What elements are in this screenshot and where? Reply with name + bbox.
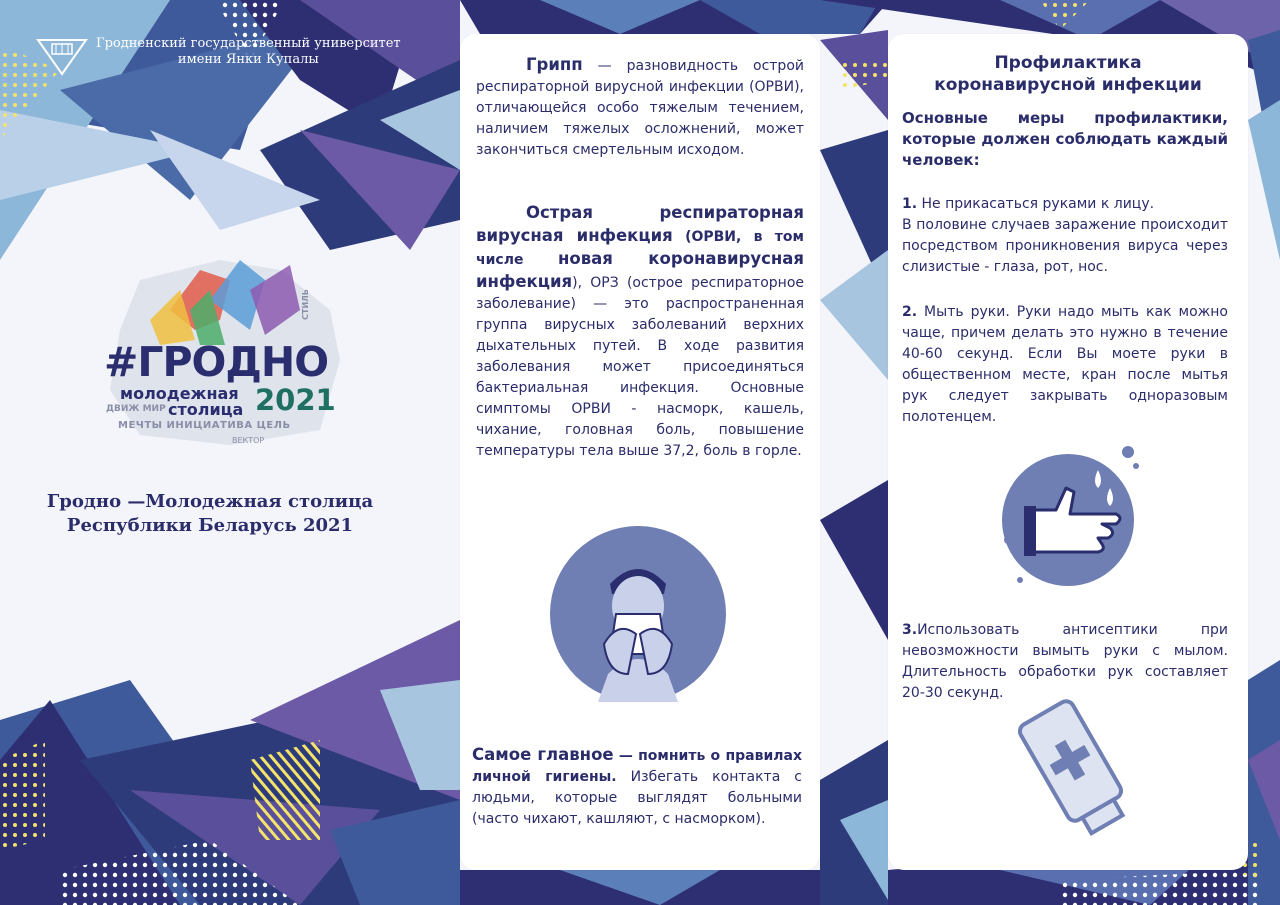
word-cloud-item: МИР — [142, 404, 166, 414]
emblem-hashtag: #ГРОДНО — [104, 338, 329, 386]
prevention-intro: Основные меры профилактики, которые должен соблюдать каждый человек: — [902, 109, 1228, 169]
word-cloud-item: ВЕКТОР — [232, 436, 265, 445]
university-logo-icon — [36, 36, 88, 76]
left-caption-line1: Гродно —Молодежная столица — [46, 491, 374, 512]
emblem-word-cloud-4 — [301, 289, 310, 320]
emblem-subtitle1: молодежная — [120, 384, 239, 403]
prevention-item-1 — [902, 194, 1228, 278]
antiseptic-tube-icon — [1018, 694, 1138, 854]
emblem-subtitle2: столица — [168, 400, 244, 419]
word-cloud-item: МЕЧТЫ — [118, 420, 163, 431]
middle-panel — [460, 34, 820, 870]
flu-text: — разновидность острой респираторной вирусной инфекции (ОРВИ), отличающейся особо тяжелым течением, наличием тяжелых осложнений, может закончиться смертельным исходом. — [476, 58, 804, 158]
item1-number: 1. — [902, 196, 918, 212]
word-cloud-item: ИНИЦИАТИВА — [166, 420, 253, 431]
item2-number: 2. — [902, 304, 918, 320]
arvi-term2: новая коронавирусная инфекция — [476, 249, 804, 291]
main-part1: — помнить о — [613, 748, 726, 764]
main-part2: Избегать контакта с людьми, которые выглядят больными (часто чихают, кашляют, с насморком). — [472, 769, 802, 827]
university-header — [36, 36, 401, 76]
main-term: Самое главное — [472, 745, 614, 764]
item1-more: В половине случаев заражение происходит посредством проникновения вируса через слизистые - глаза, рот, нос. — [902, 217, 1228, 275]
item1-text: Не прикасаться руками к лицу. — [917, 196, 1155, 212]
university-name-line2: имени Янки Купалы — [177, 52, 319, 67]
item2-text: Мыть руки. Руки надо мыть как можно чаще, причем делать это нужно в течение 40-60 секунд. Если Вы моете руки в общественном месте, кран после мытья рук следует закрывать одноразовым полотенцем. — [902, 304, 1228, 425]
item3-text: Использовать антисептики при невозможности вымыть руки с мылом. Длительность обработки рук составляет 20-30 секунд. — [902, 622, 1228, 701]
arvi-paragraph — [476, 202, 804, 462]
prevention-title-line1: Профилактика — [994, 53, 1142, 73]
emblem-word-cloud-3 — [232, 436, 264, 445]
main-term2: правилах личной гигиены. — [472, 748, 802, 785]
word-cloud-item: ДВИЖ — [106, 404, 140, 414]
flu-term: Грипп — [526, 55, 583, 74]
item3-number: 3. — [902, 622, 918, 638]
arvi-term: Острая респираторная вирусная инфекция — [476, 203, 804, 245]
prevention-item-2 — [902, 302, 1228, 428]
flu-paragraph — [476, 54, 804, 161]
arvi-part2: ), ОРЗ (острое респираторное заболевание) — это распространенная группа вирусных заболеваний верхних дыхательных путей. В ходе развития заболевания может присоединяться бактериальная инфекция. Основные симптомы ОРВИ - насморк, кашель, чихание, головная боль, повышение температуры тела выше 37,2, боль в горле. — [476, 275, 804, 459]
prevention-item-3 — [902, 620, 1228, 704]
right-panel — [888, 34, 1248, 870]
handwashing-icon — [998, 440, 1148, 590]
emblem-year: 2021 — [255, 383, 336, 417]
left-caption — [20, 490, 400, 538]
emblem-word-cloud-2 — [106, 404, 166, 414]
prevention-title-line2: коронавирусной инфекции — [934, 75, 1202, 95]
left-caption-line2: Республики Беларусь 2021 — [66, 515, 354, 536]
university-name-line1: Гродненский государственный университет — [96, 36, 401, 51]
arvi-part1: (ОРВИ, в том числе — [476, 229, 804, 268]
word-cloud-item: ЦЕЛЬ — [256, 420, 291, 431]
main-rule-paragraph — [472, 744, 802, 830]
sneezing-person-icon — [548, 524, 728, 704]
emblem-word-cloud — [118, 420, 291, 431]
word-cloud-item: СТИЛЬ — [300, 289, 310, 320]
prevention-title — [888, 52, 1248, 96]
